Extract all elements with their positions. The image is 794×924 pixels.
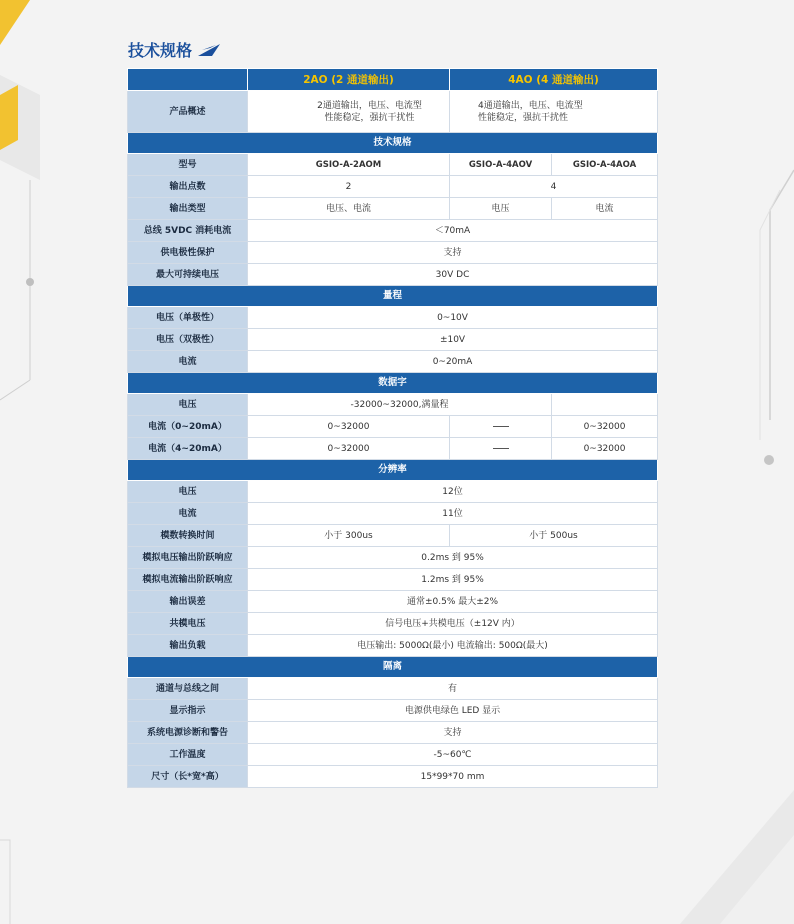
table-row <box>128 722 658 744</box>
cell: 电压输出: 5000Ω(最小) 电流输出: 500Ω(最大) <box>248 635 658 657</box>
table-row <box>128 416 658 438</box>
row-label: 型号 <box>128 154 248 176</box>
cell: 0~10V <box>248 307 658 329</box>
row-label: 电流（0~20mA） <box>128 416 248 438</box>
table-row <box>128 176 658 198</box>
row-label: 模数转换时间 <box>128 525 248 547</box>
table-header-row <box>128 69 658 91</box>
cell <box>450 438 552 460</box>
cell: 电源供电绿色 LED 显示 <box>248 700 658 722</box>
cell <box>552 394 658 416</box>
row-label: 电流 <box>128 351 248 373</box>
table-row <box>128 591 658 613</box>
row-label: 共模电压 <box>128 613 248 635</box>
table-row <box>128 700 658 722</box>
row-label: 模拟电压输出阶跃响应 <box>128 547 248 569</box>
row-label: 电压 <box>128 394 248 416</box>
table-row <box>128 613 658 635</box>
overview-4ao: 4通道输出，电压、电流型 性能稳定，强抗干扰性 <box>450 91 658 133</box>
table-row <box>128 154 658 176</box>
table-row <box>128 198 658 220</box>
cell: 信号电压+共模电压（±12V 内） <box>248 613 658 635</box>
table-row <box>128 307 658 329</box>
cell: 电压、电流 <box>248 198 450 220</box>
row-label: 总线 5VDC 消耗电流 <box>128 220 248 242</box>
row-label: 输出类型 <box>128 198 248 220</box>
cell: 小于 300us <box>248 525 450 547</box>
cell: 0~32000 <box>248 416 450 438</box>
cell: 支持 <box>248 722 658 744</box>
section-row <box>128 133 658 154</box>
overview-2ao: 2通道输出，电压、电流型 性能稳定，强抗干扰性 <box>248 91 450 133</box>
row-label: 模拟电流输出阶跃响应 <box>128 569 248 591</box>
model-2aom: GSIO-A-2AOM <box>248 154 450 176</box>
model-4aoa: GSIO-A-4AOA <box>552 154 658 176</box>
section-row <box>128 286 658 307</box>
row-label: 输出负载 <box>128 635 248 657</box>
cell: 支持 <box>248 242 658 264</box>
arrow-icon <box>198 44 220 56</box>
cell: 4 <box>450 176 658 198</box>
row-label: 系统电源诊断和警告 <box>128 722 248 744</box>
row-label: 最大可持续电压 <box>128 264 248 286</box>
row-label: 产品概述 <box>128 91 248 133</box>
table-row <box>128 242 658 264</box>
cell: 30V DC <box>248 264 658 286</box>
row-label: 电流 <box>128 503 248 525</box>
section-heading <box>128 38 220 61</box>
section-row <box>128 460 658 481</box>
section-row <box>128 373 658 394</box>
section-title: 隔离 <box>128 657 658 678</box>
row-label: 显示指示 <box>128 700 248 722</box>
cell: ＜70mA <box>248 220 658 242</box>
section-title: 数据字 <box>128 373 658 394</box>
section-title: 技术规格 <box>128 133 658 154</box>
table-row <box>128 678 658 700</box>
cell: 1.2ms 到 95% <box>248 569 658 591</box>
cell: -5~60℃ <box>248 744 658 766</box>
section-row <box>128 657 658 678</box>
table-row <box>128 329 658 351</box>
cell: -32000~32000,满量程 <box>248 394 552 416</box>
cell: 15*99*70 mm <box>248 766 658 788</box>
table-row <box>128 569 658 591</box>
header-2ao: 2AO (2 通道输出) <box>248 69 450 91</box>
table-row <box>128 481 658 503</box>
table-row <box>128 766 658 788</box>
heading-title: 技术规格 <box>128 41 193 60</box>
row-label: 电流（4~20mA） <box>128 438 248 460</box>
cell <box>450 416 552 438</box>
table-row <box>128 438 658 460</box>
cell: 小于 500us <box>450 525 658 547</box>
row-label: 电压（双极性） <box>128 329 248 351</box>
cell: 2 <box>248 176 450 198</box>
cell: 0~32000 <box>248 438 450 460</box>
cell: 电流 <box>552 198 658 220</box>
model-4aov: GSIO-A-4AOV <box>450 154 552 176</box>
row-label: 尺寸（长*宽*高） <box>128 766 248 788</box>
dash-icon <box>493 448 509 449</box>
row-label: 输出误差 <box>128 591 248 613</box>
table-row <box>128 635 658 657</box>
cell: 11位 <box>248 503 658 525</box>
section-title: 量程 <box>128 286 658 307</box>
header-4ao: 4AO (4 通道输出) <box>450 69 658 91</box>
cell: 通常±0.5% 最大±2% <box>248 591 658 613</box>
row-label: 通道与总线之间 <box>128 678 248 700</box>
row-label: 电压（单极性） <box>128 307 248 329</box>
table-row <box>128 394 658 416</box>
cell: 电压 <box>450 198 552 220</box>
dash-icon <box>493 426 509 427</box>
header-blank <box>128 69 248 91</box>
row-label: 电压 <box>128 481 248 503</box>
cell: 有 <box>248 678 658 700</box>
table-row <box>128 744 658 766</box>
cell: 0~20mA <box>248 351 658 373</box>
table-row <box>128 264 658 286</box>
table-row <box>128 503 658 525</box>
row-label: 输出点数 <box>128 176 248 198</box>
row-label: 供电极性保护 <box>128 242 248 264</box>
cell: 0~32000 <box>552 438 658 460</box>
cell: 0~32000 <box>552 416 658 438</box>
table-row <box>128 351 658 373</box>
cell: ±10V <box>248 329 658 351</box>
spec-table <box>127 68 658 788</box>
cell: 12位 <box>248 481 658 503</box>
table-row <box>128 525 658 547</box>
section-title: 分辨率 <box>128 460 658 481</box>
row-label: 工作温度 <box>128 744 248 766</box>
table-row <box>128 91 658 133</box>
table-row <box>128 547 658 569</box>
table-row <box>128 220 658 242</box>
cell: 0.2ms 到 95% <box>248 547 658 569</box>
